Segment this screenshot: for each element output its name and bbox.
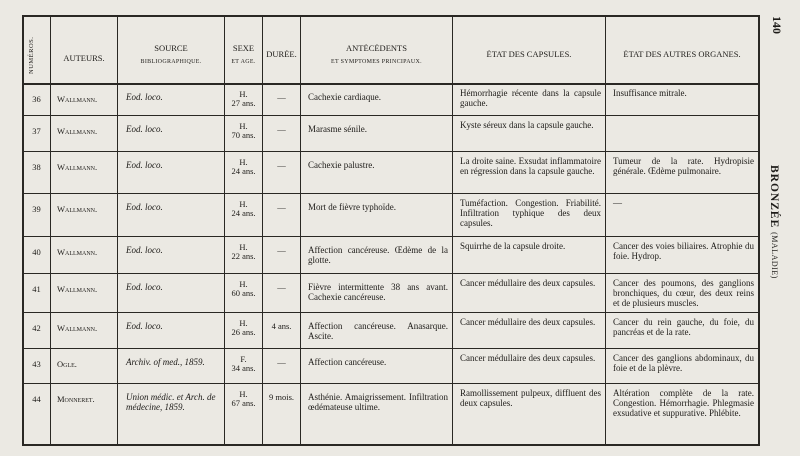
cell-antecedents: Asthénie. Amaigrissement. Infiltration œdémateuse ultime. (308, 392, 448, 412)
cell-num: 42 (32, 323, 41, 333)
cell-sexe-value: H. (239, 390, 248, 399)
row-divider (22, 348, 760, 349)
cell-source: Eod. loco. (126, 245, 163, 255)
cell-sexe (225, 158, 262, 176)
row-divider (22, 193, 760, 194)
cell-organes: Cancer des voies biliaires. Atrophie du foie. Hydrop. (613, 241, 754, 261)
col-divider (605, 15, 606, 445)
cell-capsules: Squirrhe de la capsule droite. (460, 241, 566, 251)
header-source-sub: BIBLIOGRAPHIQUE. (140, 59, 202, 65)
cell-source: Eod. loco. (126, 124, 163, 134)
cell-num: 37 (32, 126, 41, 136)
cell-auteur: Wallmann. (57, 162, 98, 172)
cell-antecedents: Cachexie cardiaque. (308, 92, 381, 102)
cell-antecedents: Affection cancéreuse. Anasarque. Ascite. (308, 321, 448, 341)
row-divider (22, 273, 760, 274)
header-numeros: NUMÉROS. (28, 36, 35, 74)
cell-num: 36 (32, 94, 41, 104)
header-sexe-sub: ET AGE. (231, 59, 256, 65)
cell-source: Union médic. et Arch. de médecine, 1859. (126, 392, 216, 412)
cell-organes: Tumeur de la rate. Hydropisie générale. Œdème pulmonaire. (613, 156, 754, 176)
cell-duree: — (277, 282, 286, 292)
cell-organes: Insuffisance mitrale. (613, 88, 687, 98)
header-capsules (453, 50, 605, 59)
header-organes-label: ÉTAT DES AUTRES ORGANES. (623, 50, 741, 59)
cell-source: Eod. loco. (126, 202, 163, 212)
cell-sexe-value: H. (239, 122, 248, 131)
cell-antecedents: Affection cancéreuse. (308, 357, 387, 367)
cell-capsules: Cancer médullaire des deux capsules. (460, 317, 596, 327)
cell-num: 39 (32, 204, 41, 214)
row-divider (22, 115, 760, 116)
row-divider (22, 151, 760, 152)
cell-capsules: Cancer médullaire des deux capsules. (460, 278, 596, 288)
cell-duree: 4 ans. (271, 321, 292, 331)
cell-sexe (225, 355, 262, 373)
page-number: 140 (770, 16, 784, 34)
header-bottom-rule (22, 83, 760, 85)
cell-capsules: La droite saine. Exsudat inflammatoire en régression dans la capsule gauche. (460, 156, 601, 176)
cell-num: 41 (32, 284, 41, 294)
cell-auteur: Wallmann. (57, 126, 98, 136)
cell-sexe-value: H. (239, 243, 248, 252)
cell-organes: Altération complète de la rate. Congestion. Hémorrhagie. Phlegmasie exsudative et suppurative. Phlébite. (613, 388, 754, 418)
cell-age-value: 60 ans. (231, 288, 256, 298)
cell-sexe-value: H. (239, 90, 248, 99)
cell-antecedents: Affection cancéreuse. Œdème de la glotte. (308, 245, 448, 265)
header-auteurs-label: AUTEURS. (63, 54, 105, 63)
cell-sexe-value: H. (239, 280, 248, 289)
header-antecedents-label: ANTÉCÉDENTS (346, 44, 407, 53)
col-divider (262, 15, 263, 445)
col-divider (117, 15, 118, 445)
cell-num: 40 (32, 247, 41, 257)
cell-sexe-value: F. (240, 355, 247, 364)
col-divider (300, 15, 301, 445)
cell-sexe (225, 390, 262, 408)
cell-source: Eod. loco. (126, 92, 163, 102)
cell-sexe (225, 90, 262, 108)
cell-duree: — (277, 160, 286, 170)
cell-duree: — (277, 92, 286, 102)
cell-num: 38 (32, 162, 41, 172)
cell-capsules: Hémorrhagie récente dans la capsule gauche. (460, 88, 601, 108)
header-sexe (225, 44, 262, 67)
cell-source: Eod. loco. (126, 160, 163, 170)
table-top-rule (22, 15, 760, 17)
cell-auteur: Wallmann. (57, 94, 98, 104)
cell-sexe (225, 319, 262, 337)
cell-sexe (225, 122, 262, 140)
col-divider (224, 15, 225, 445)
cell-organes: Cancer du rein gauche, du foie, du pancréas et de la rate. (613, 317, 754, 337)
running-title (760, 165, 780, 295)
cell-sexe (225, 243, 262, 261)
header-antecedents (301, 44, 452, 67)
cell-age-value: 27 ans. (231, 98, 256, 108)
cell-source: Archiv. of med., 1859. (126, 357, 205, 367)
running-title-main: BRONZÉE (768, 165, 780, 229)
cell-sexe-value: H. (239, 200, 248, 209)
cell-organes: Cancer des poumons, des ganglions bronchiques, du cœur, des deux reins et de plusieurs muscles. (613, 278, 754, 308)
cell-auteur: Monneret. (57, 394, 95, 404)
cell-auteur: Wallmann. (57, 284, 98, 294)
row-divider (22, 312, 760, 313)
cell-num: 44 (32, 394, 41, 404)
cell-age-value: 34 ans. (231, 363, 256, 373)
cell-num: 43 (32, 359, 41, 369)
header-duree-label: DURÉE. (266, 50, 297, 59)
header-capsules-label: ÉTAT DES CAPSULES. (486, 50, 572, 59)
header-auteurs (51, 54, 117, 63)
cell-duree: — (277, 202, 286, 212)
cell-duree: — (277, 124, 286, 134)
col-divider (452, 15, 453, 445)
cell-age-value: 24 ans. (231, 166, 256, 176)
header-sexe-label: SEXE (232, 44, 255, 53)
cell-sexe-value: H. (239, 319, 248, 328)
row-divider (22, 236, 760, 237)
cell-duree: — (277, 357, 286, 367)
header-source-label: SOURCE (154, 44, 188, 53)
cell-capsules: Kyste séreux dans la capsule gauche. (460, 120, 594, 130)
cell-sexe (225, 200, 262, 218)
col-divider (22, 15, 24, 445)
header-organes (606, 50, 758, 59)
col-divider (50, 15, 51, 445)
cell-capsules: Ramollissement pulpeux, diffluent des deux capsules. (460, 388, 601, 408)
header-duree (263, 50, 300, 59)
cell-source: Eod. loco. (126, 282, 163, 292)
cell-antecedents: Mort de fièvre typhoïde. (308, 202, 396, 212)
cell-age-value: 67 ans. (231, 398, 256, 408)
cell-auteur: Wallmann. (57, 323, 98, 333)
cell-capsules: Cancer médullaire des deux capsules. (460, 353, 596, 363)
cell-organes: — (613, 198, 622, 208)
cell-antecedents: Cachexie palustre. (308, 160, 375, 170)
cell-age-value: 26 ans. (231, 327, 256, 337)
cell-sexe (225, 280, 262, 298)
cell-capsules: Tuméfaction. Congestion. Friabilité. Infiltration typhique des deux capsules. (460, 198, 601, 228)
cell-duree: 9 mois. (268, 392, 295, 402)
cell-sexe-value: H. (239, 158, 248, 167)
cell-source: Eod. loco. (126, 321, 163, 331)
row-divider (22, 383, 760, 384)
cell-organes: Cancer des ganglions abdominaux, du foie et de la plèvre. (613, 353, 754, 373)
running-title-sub: (MALADIE) (770, 232, 779, 279)
header-source (118, 44, 224, 67)
cell-auteur: Ogle. (57, 359, 77, 369)
header-antecedents-sub: ET SYMPTOMES PRINCIPAUX. (331, 59, 422, 65)
cell-antecedents: Fièvre intermittente 38 ans avant. Cachexie cancéreuse. (308, 282, 448, 302)
cell-age-value: 70 ans. (231, 130, 256, 140)
cell-age-value: 22 ans. (231, 251, 256, 261)
cell-antecedents: Marasme sénile. (308, 124, 367, 134)
cell-age-value: 24 ans. (231, 208, 256, 218)
cell-auteur: Wallmann. (57, 247, 98, 257)
table-bottom-rule (22, 444, 760, 446)
cell-duree: — (277, 245, 286, 255)
cell-auteur: Wallmann. (57, 204, 98, 214)
